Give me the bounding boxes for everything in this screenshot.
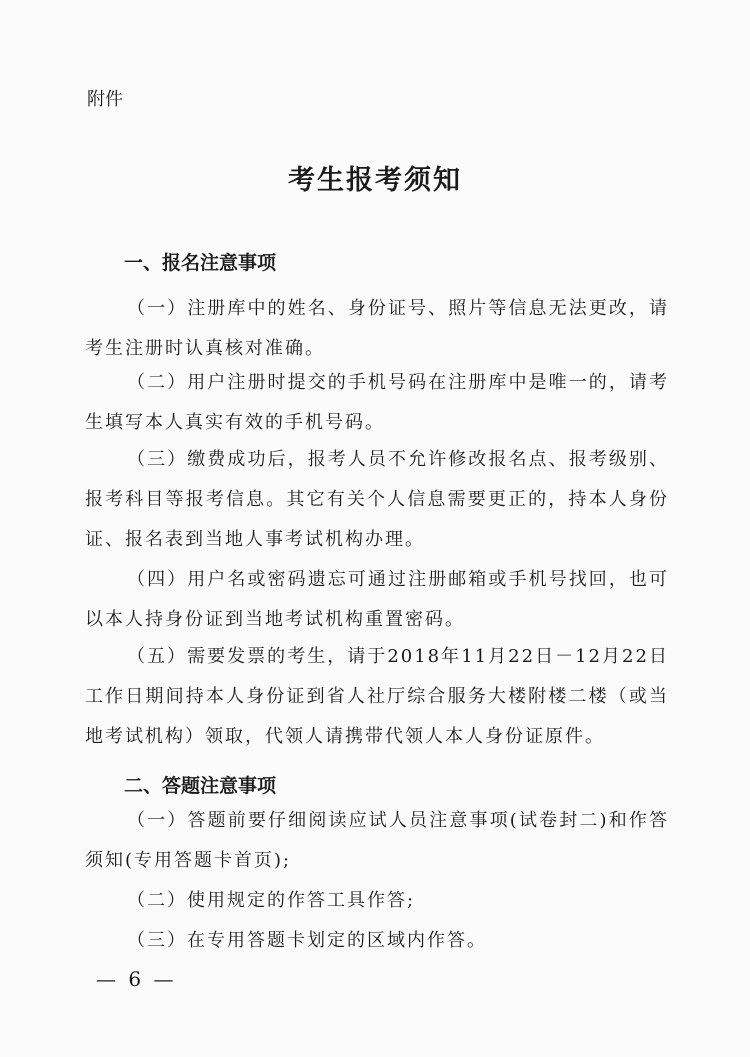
section-heading-answering: 二、答题注意事项: [124, 775, 277, 797]
answering-item-1: （一）答题前要仔细阅读应试人员注意事项(试卷封二)和作答须知(专用答题卡首页);: [85, 810, 669, 871]
page-number: — 6 —: [96, 967, 177, 991]
registration-item-5: （五）需要发票的考生，请于2018年11月22日－12月22日工作日期间持本人身份证到省人社厅综合服务大楼附楼二楼（或当地考试机构）领取，代领人请携带代领人本人身份证原件。: [85, 646, 669, 747]
registration-item-1: （一）注册库中的姓名、身份证号、照片等信息无法更改，请考生注册时认真核对准确。: [85, 298, 669, 359]
registration-item-2: （二）用户注册时提交的手机号码在注册库中是唯一的，请考生填写本人真实有效的手机号码。: [85, 372, 669, 433]
registration-item-4: （四）用户名或密码遗忘可通过注册邮箱或手机号找回，也可以本人持身份证到当地考试机构重置密码。: [85, 569, 669, 630]
answering-item-3: （三）在专用答题卡划定的区域内作答。: [127, 930, 487, 951]
registration-item-3: （三）缴费成功后，报考人员不允许修改报名点、报考级别、报考科目等报考信息。其它有关个人信息需要更正的，持本人身份证、报名表到当地人事考试机构办理。: [85, 449, 669, 550]
section-heading-registration: 一、报名注意事项: [124, 252, 277, 274]
document-title: 考生报考须知: [288, 165, 462, 196]
attachment-label: 附件: [87, 89, 123, 110]
answering-item-2: （二）使用规定的作答工具作答;: [127, 890, 416, 911]
